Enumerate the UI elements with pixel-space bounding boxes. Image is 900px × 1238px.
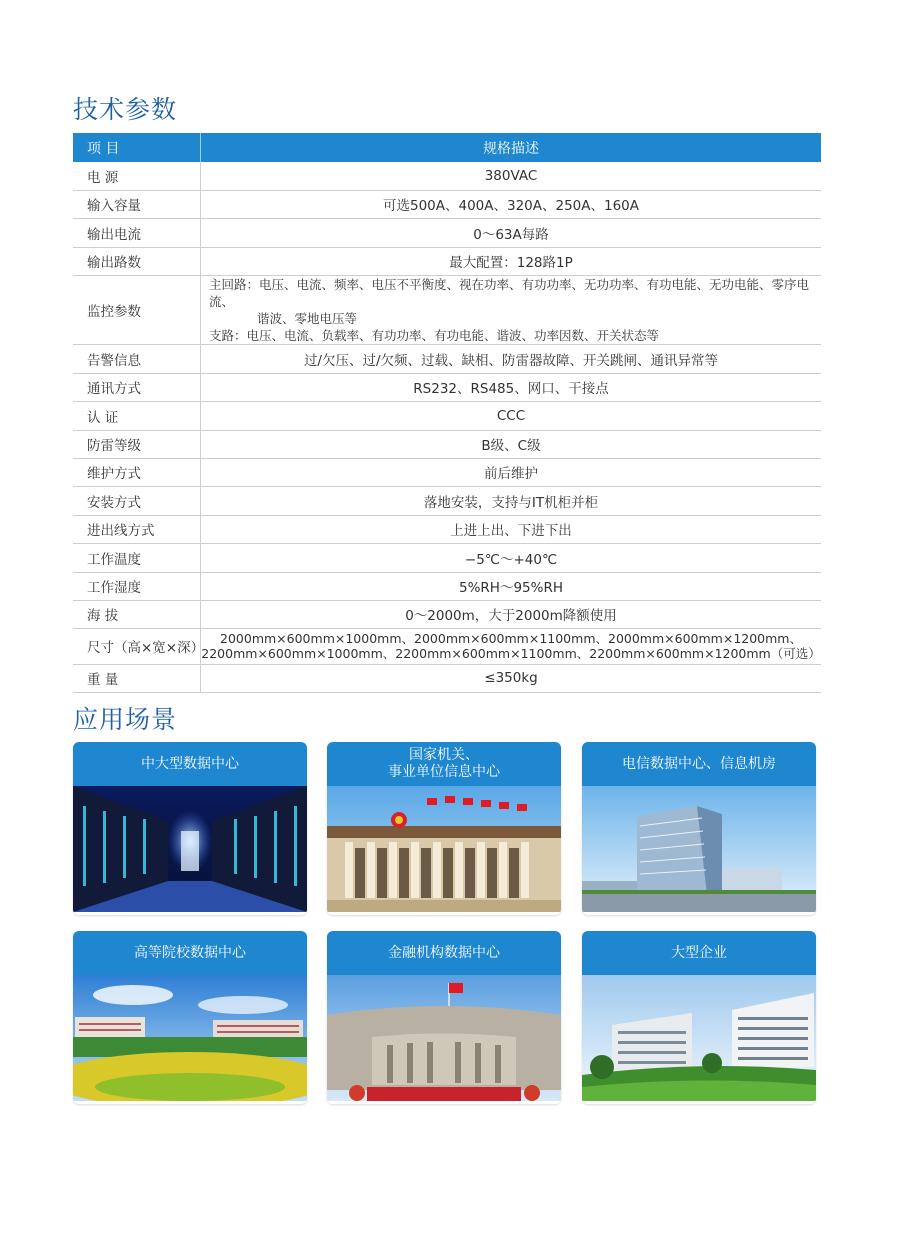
server-room-image [73,786,307,912]
spec-section-title: 技术参数 [73,95,178,124]
scene-section-title: 应用场景 [73,705,178,734]
row-value-line: 支路：电压、电流、负载率、有功功率、有功电能、谐波、功率因数、开关状态等 [209,327,660,343]
row-item: 通讯方式 [73,373,201,401]
scene-card-enterprise [582,931,816,1104]
scene-card-telecom [582,742,816,915]
spec-table [73,133,821,693]
header-description: 规格描述 [201,133,822,162]
spec-header-row [73,133,821,162]
table-row [73,486,821,515]
row-item: 安装方式 [73,486,201,515]
table-row [73,572,821,600]
table-row [73,218,821,247]
row-item: 输出电流 [73,218,201,247]
table-row [73,275,821,344]
row-item: 监控参数 [73,275,201,344]
scene-card-label [327,742,561,786]
row-value-line: 2000mm×600mm×1000mm、2000mm×600mm×1100mm、2000mm×600mm×1200mm、 [220,631,802,646]
table-row [73,628,821,664]
row-item: 输出路数 [73,247,201,275]
row-value: −5℃～+40℃ [201,543,822,572]
scene-card-government [327,742,561,915]
office-tower-image [582,786,816,912]
great-hall-image [327,786,561,912]
table-row [73,543,821,572]
table-row [73,600,821,628]
row-value: 落地安装，支持与IT机柜并柜 [201,486,822,515]
scene-card-finance [327,931,561,1104]
scene-card-label: 中大型数据中心 [73,742,307,786]
row-item: 输入容量 [73,190,201,218]
table-row [73,458,821,486]
table-row [73,401,821,430]
row-value: 过/欠压、过/欠频、过载、缺相、防雷器故障、开关跳闸、通讯异常等 [201,344,822,373]
table-row [73,515,821,543]
row-item: 认 证 [73,401,201,430]
table-row [73,664,821,692]
enterprise-campus-image [582,975,816,1101]
central-bank-image [327,975,561,1101]
row-item: 工作湿度 [73,572,201,600]
row-item: 尺寸（高×宽×深） [73,628,201,664]
row-item: 电 源 [73,162,201,190]
row-value-line: 谐波、零地电压等 [257,310,358,326]
row-item: 重 量 [73,664,201,692]
row-item: 告警信息 [73,344,201,373]
row-value: 0～2000m，大于2000m降额使用 [201,600,822,628]
row-value: RS232、RS485、网口、干接点 [201,373,822,401]
table-row [73,430,821,458]
row-item: 维护方式 [73,458,201,486]
row-item: 海 拔 [73,600,201,628]
scene-card-label: 金融机构数据中心 [327,931,561,975]
table-row [73,373,821,401]
scene-card-label: 高等院校数据中心 [73,931,307,975]
row-value: CCC [201,401,822,430]
scene-card-label: 电信数据中心、信息机房 [582,742,816,786]
row-value: 最大配置：128路1P [201,247,822,275]
row-value: B级、C级 [201,430,822,458]
row-value-line: 2200mm×600mm×1000mm、2200mm×600mm×1100mm、2200mm×600mm×1200mm（可选） [201,646,821,661]
row-value: 上进上出、下进下出 [201,515,822,543]
header-item: 项 目 [73,133,201,162]
row-value [201,275,822,344]
scene-card-label: 大型企业 [582,931,816,975]
row-value: 5%RH～95%RH [201,572,822,600]
scene-card-label-line: 事业单位信息中心 [388,764,500,780]
scene-card-university [73,931,307,1104]
scene-card-label-line: 国家机关、 [409,747,479,763]
row-value: 380VAC [201,162,822,190]
scene-card-large-data-center [73,742,307,915]
row-item: 防雷等级 [73,430,201,458]
table-row [73,247,821,275]
table-row [73,344,821,373]
campus-image [73,975,307,1101]
row-value [201,628,822,664]
row-value: ≤350kg [201,664,822,692]
row-item: 工作温度 [73,543,201,572]
table-row [73,190,821,218]
row-value: 前后维护 [201,458,822,486]
row-item: 进出线方式 [73,515,201,543]
row-value-line: 主回路：电压、电流、频率、电压不平衡度、视在功率、有功功率、无功功率、有功电能、无功电能、零序电流、 [209,276,810,309]
row-value: 可选500A、400A、320A、250A、160A [201,190,822,218]
table-row [73,162,821,190]
row-value: 0～63A每路 [201,218,822,247]
scene-grid [73,742,817,1104]
